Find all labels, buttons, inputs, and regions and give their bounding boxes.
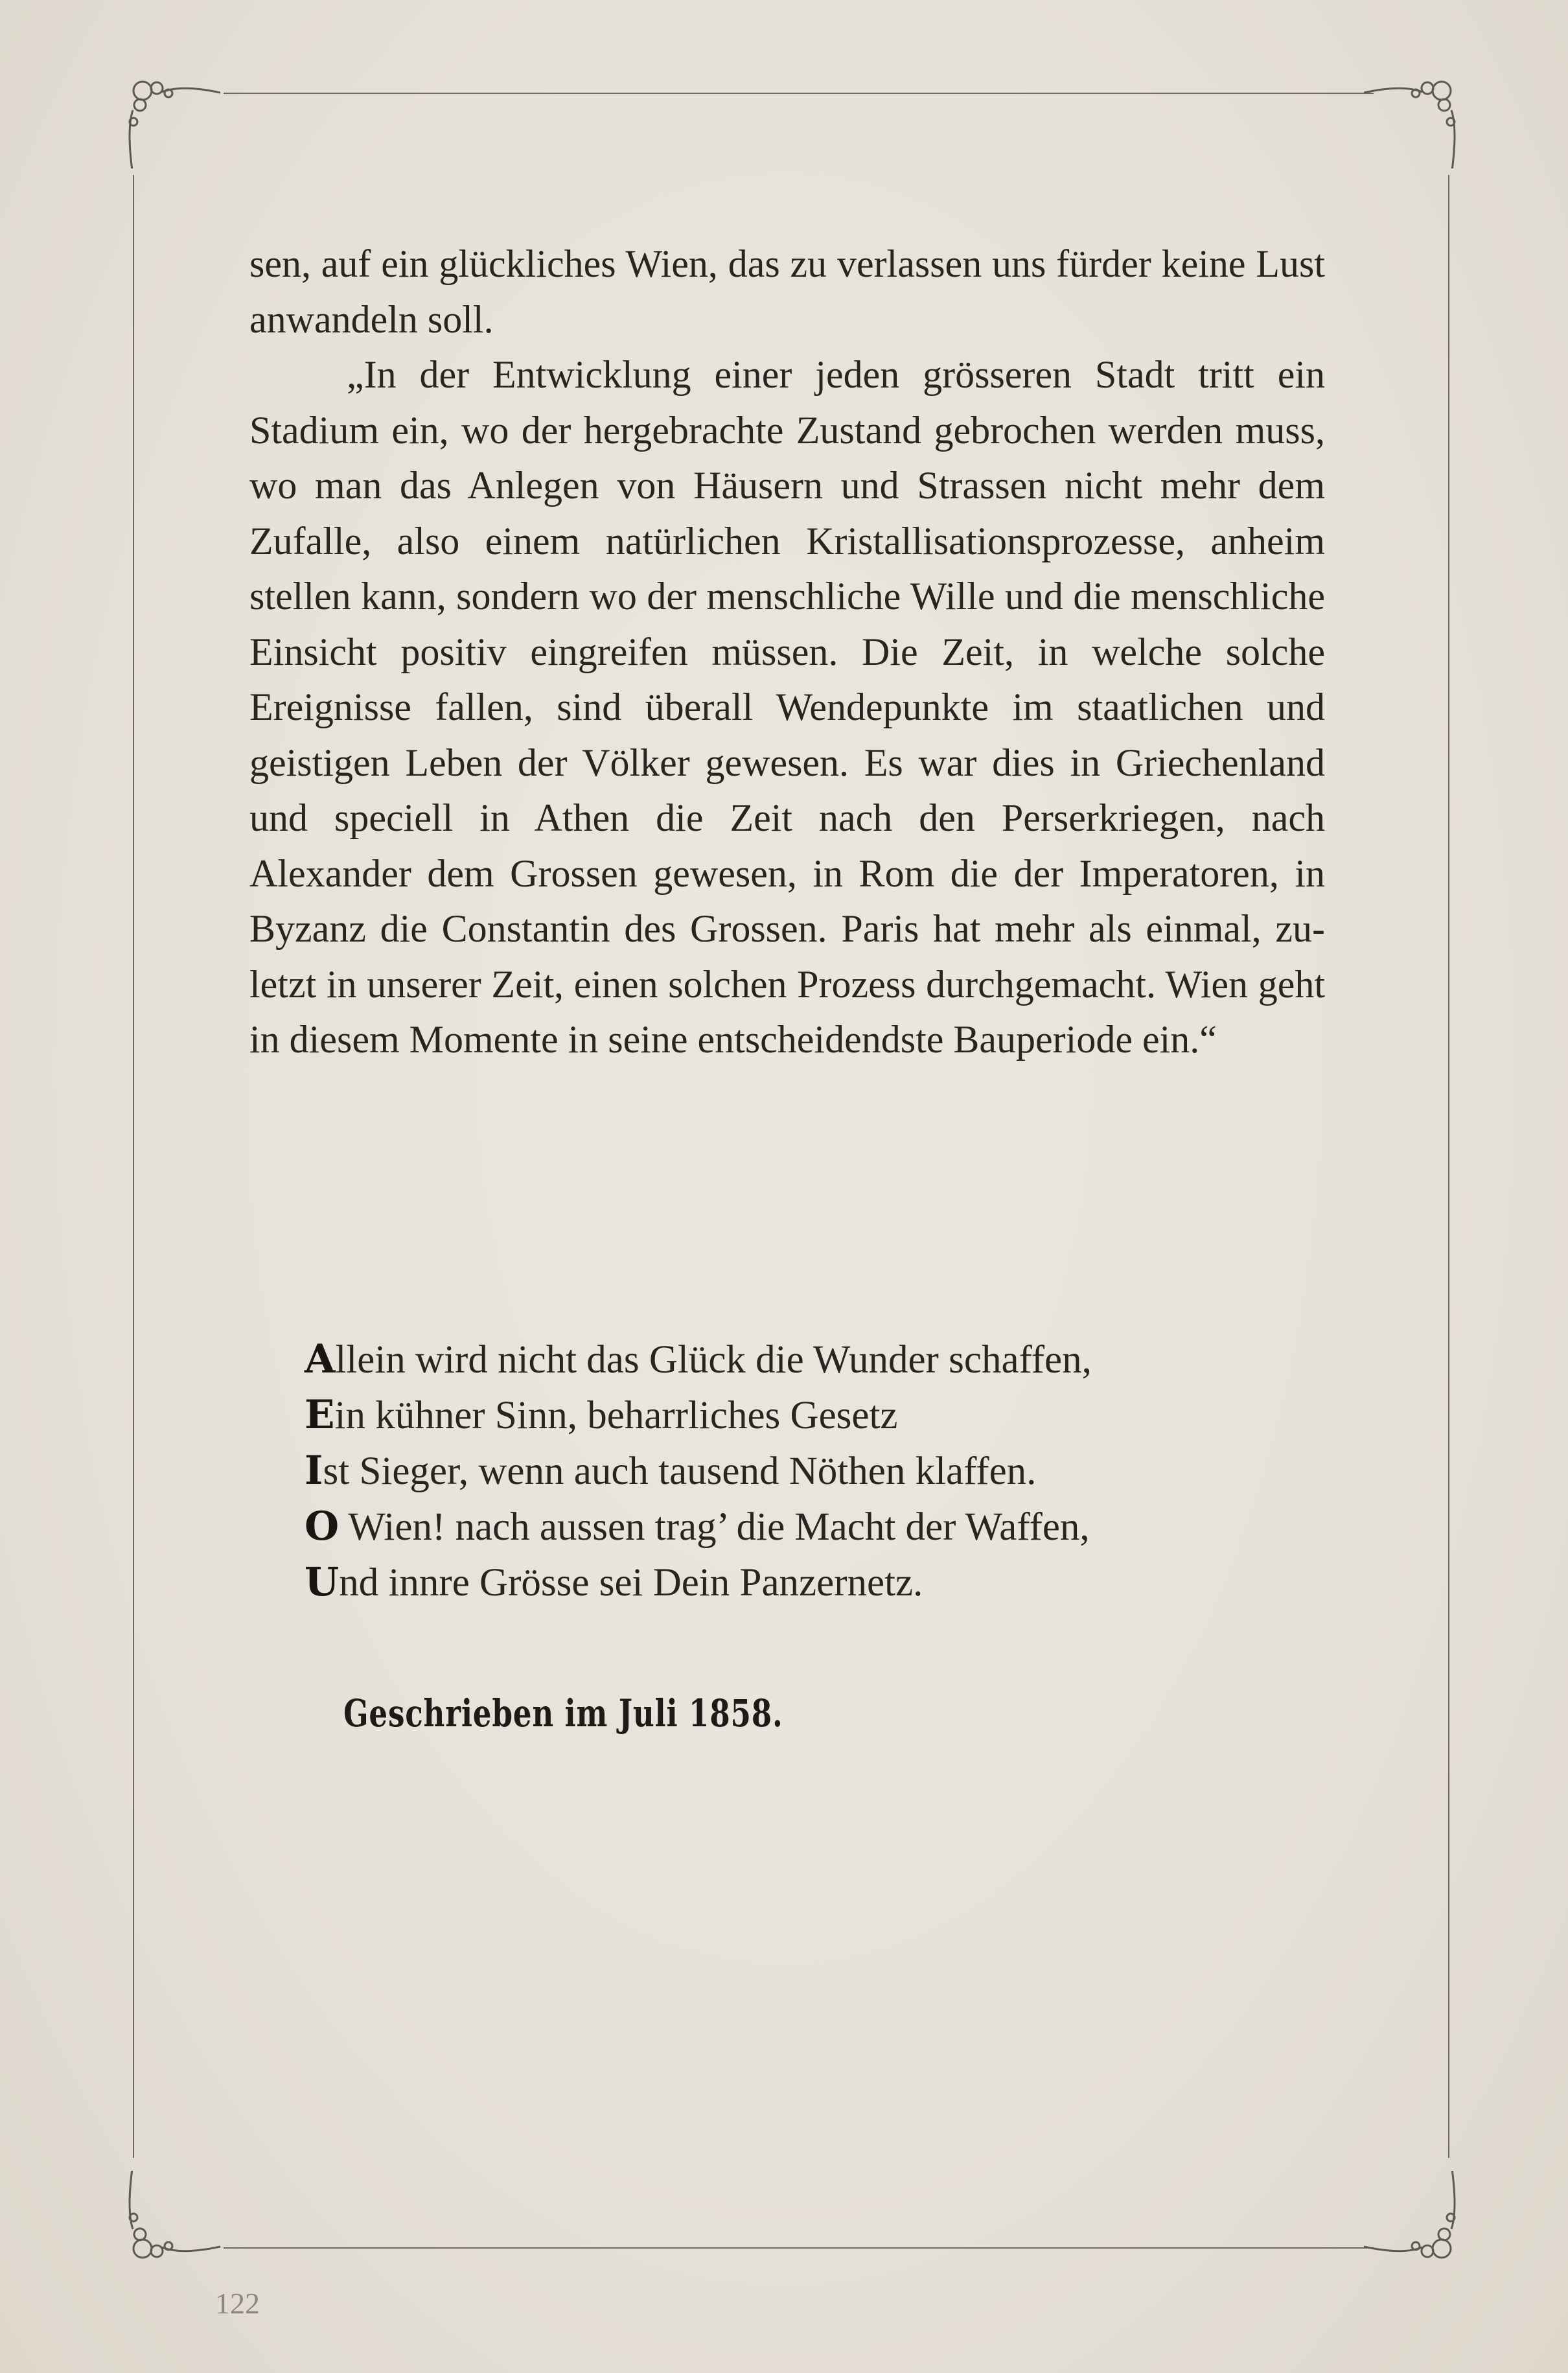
poem-initial: E [305,1392,335,1438]
poem-line-text: llein wird nicht das Glück die Wunder schaffen, [335,1338,1092,1382]
paragraph-quotation: „In der Entwicklung einer jeden grösseren Stadt tritt ein Stadium ein, wo der hergebrachte Zustand gebrochen werden muss, wo man das Anlegen von Häusern und Strassen nicht mehr dem Zufalle, also einem natürlichen Kristallisationsprozesse, anheim stellen kann, sondern wo der menschliche Wille und die menschliche Einsicht positiv eingreifen müssen. Die Zeit, in welche solche Ereignisse fallen, sind überall Wendepunkte im staatlichen und geistigen Leben der Völker gewesen. Es war dies in Griechenland und speciell in Athen die Zeit nach den Perserkriegen, nach Alexander dem Grossen gewesen, in Rom die der Imperatoren, in Byzanz die Constantin des Grossen. Paris hat mehr als einmal, zuletzt in unserer Zeit, einen solchen Prozess durchgemacht. Wien geht in diesem Momente in seine entscheidendste Bauperiode ein.“ [249,353,1325,1061]
poem-line-text: st Sieger, wenn auch tausend Nöthen klaffen. [323,1450,1037,1493]
poem-initial: U [305,1559,340,1605]
frame-right-line [1448,175,1449,2158]
poem-line [305,1499,1341,1555]
corner-ornament-bottom-right [1364,2171,1461,2268]
poem-initial: O [305,1503,340,1549]
poem-line-text: nd innre Grösse sei Dein Panzernetz. [339,1561,923,1604]
poem-line [305,1555,1341,1610]
corner-ornament-bottom-left [123,2171,220,2268]
date-note: Geschrieben im Juli 1858. [343,1691,783,1735]
poem-line [305,1332,1341,1387]
page-number: 122 [215,2287,260,2320]
paragraph-continuation: sen, auf ein glückliches Wien, das zu verlassen uns fürder keine Lust anwandeln soll. [249,242,1325,341]
poem-line [305,1387,1341,1443]
corner-ornament-top-right [1364,71,1461,168]
poem-initial: A [305,1336,336,1382]
frame-bottom-line [224,2247,1374,2249]
body-text [249,237,1325,1068]
frame-top-line [224,93,1374,94]
acrostic-poem [305,1332,1341,1610]
poem-line-text: in kühner Sinn, beharrliches Gesetz [334,1394,898,1437]
poem-initial: I [305,1448,323,1494]
poem-line-text: Wien! nach aussen trag’ die Macht der Waffen, [339,1505,1090,1549]
poem-line [305,1443,1341,1499]
corner-ornament-top-left [123,71,220,168]
frame-left-line [133,175,134,2158]
